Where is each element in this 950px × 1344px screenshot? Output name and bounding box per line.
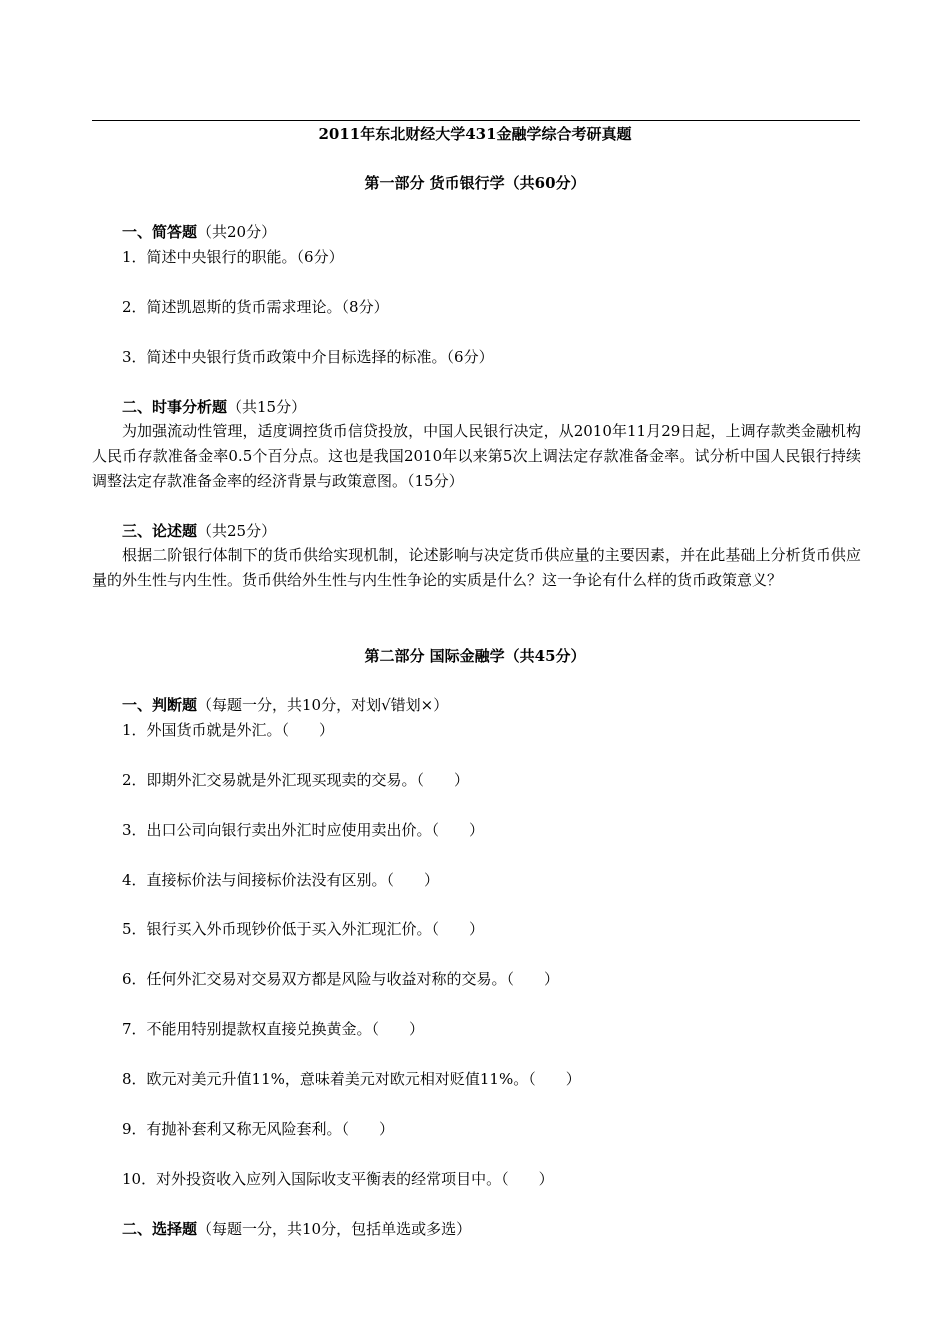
section-note: （共25分） [197, 522, 277, 540]
section-title: 二、选择题 [122, 1220, 198, 1238]
judgement-item: 7．不能用特别提款权直接兑换黄金。（ ） [122, 1020, 425, 1038]
part1-heading: 第一部分 货币银行学（共60分） [364, 174, 586, 192]
section-title: 一、判断题 [122, 696, 198, 714]
section-title: 三、论述题 [122, 522, 198, 540]
page-title: 2011年东北财经大学431金融学综合考研真题 [318, 125, 632, 143]
part2-section1-heading [122, 695, 448, 715]
judgement-item: 10．对外投资收入应列入国际收支平衡表的经常项目中。（ ） [122, 1170, 554, 1188]
part2-section2-heading [122, 1219, 471, 1239]
judgement-item: 6．任何外汇交易对交易双方都是风险与收益对称的交易。（ ） [122, 970, 560, 988]
judgement-item: 4．直接标价法与间接标价法没有区别。（ ） [122, 871, 440, 889]
header-rule [92, 120, 860, 121]
judgement-item: 5．银行买入外币现钞价低于买入外汇现汇价。（ ） [122, 920, 485, 938]
question-item: 1．简述中央银行的职能。（6分） [122, 248, 344, 266]
section-title: 一、简答题 [122, 223, 198, 241]
part1-section1-heading [122, 222, 276, 242]
section-title: 二、时事分析题 [122, 398, 228, 416]
judgement-item: 9．有抛补套利又称无风险套利。（ ） [122, 1120, 395, 1138]
judgement-item: 3．出口公司向银行卖出外汇时应使用卖出价。（ ） [122, 821, 485, 839]
section-note: （每题一分，共10分，包括单选或多选） [197, 1220, 472, 1238]
section-note: （共20分） [197, 223, 277, 241]
part1-section3-heading [122, 521, 276, 541]
current-affairs-question: 为加强流动性管理，适度调控货币信贷投放，中国人民银行决定，从2010年11月29日起，上调存款类金融机构人民币存款准备金率0.5个百分点。这也是我国2010年以来第5次上调法定存款准备金率。试分析中国人民银行持续调整法定存款准备金率的经济背景与政策意图。（15分） [92, 422, 861, 490]
section-note: （每题一分，共10分，对划√错划×） [197, 696, 449, 714]
judgement-item: 1．外国货币就是外汇。（ ） [122, 721, 335, 739]
judgement-item: 8．欧元对美元升值11%，意味着美元对欧元相对贬值11%。（ ） [122, 1070, 581, 1088]
part2-heading: 第二部分 国际金融学（共45分） [364, 647, 586, 665]
section-note: （共15分） [227, 398, 307, 416]
part1-section2-heading [122, 397, 306, 417]
question-item: 3．简述中央银行货币政策中介目标选择的标准。（6分） [122, 348, 494, 366]
judgement-item: 2．即期外汇交易就是外汇现买现卖的交易。（ ） [122, 771, 470, 789]
question-item: 2．简述凯恩斯的货币需求理论。（8分） [122, 298, 389, 316]
essay-question: 根据二阶银行体制下的货币供给实现机制，论述影响与决定货币供应量的主要因素，并在此基础上分析货币供应量的外生性与内生性。货币供给外生性与内生性争论的实质是什么？这一争论有什么样的货币政策意义？ [92, 546, 861, 589]
